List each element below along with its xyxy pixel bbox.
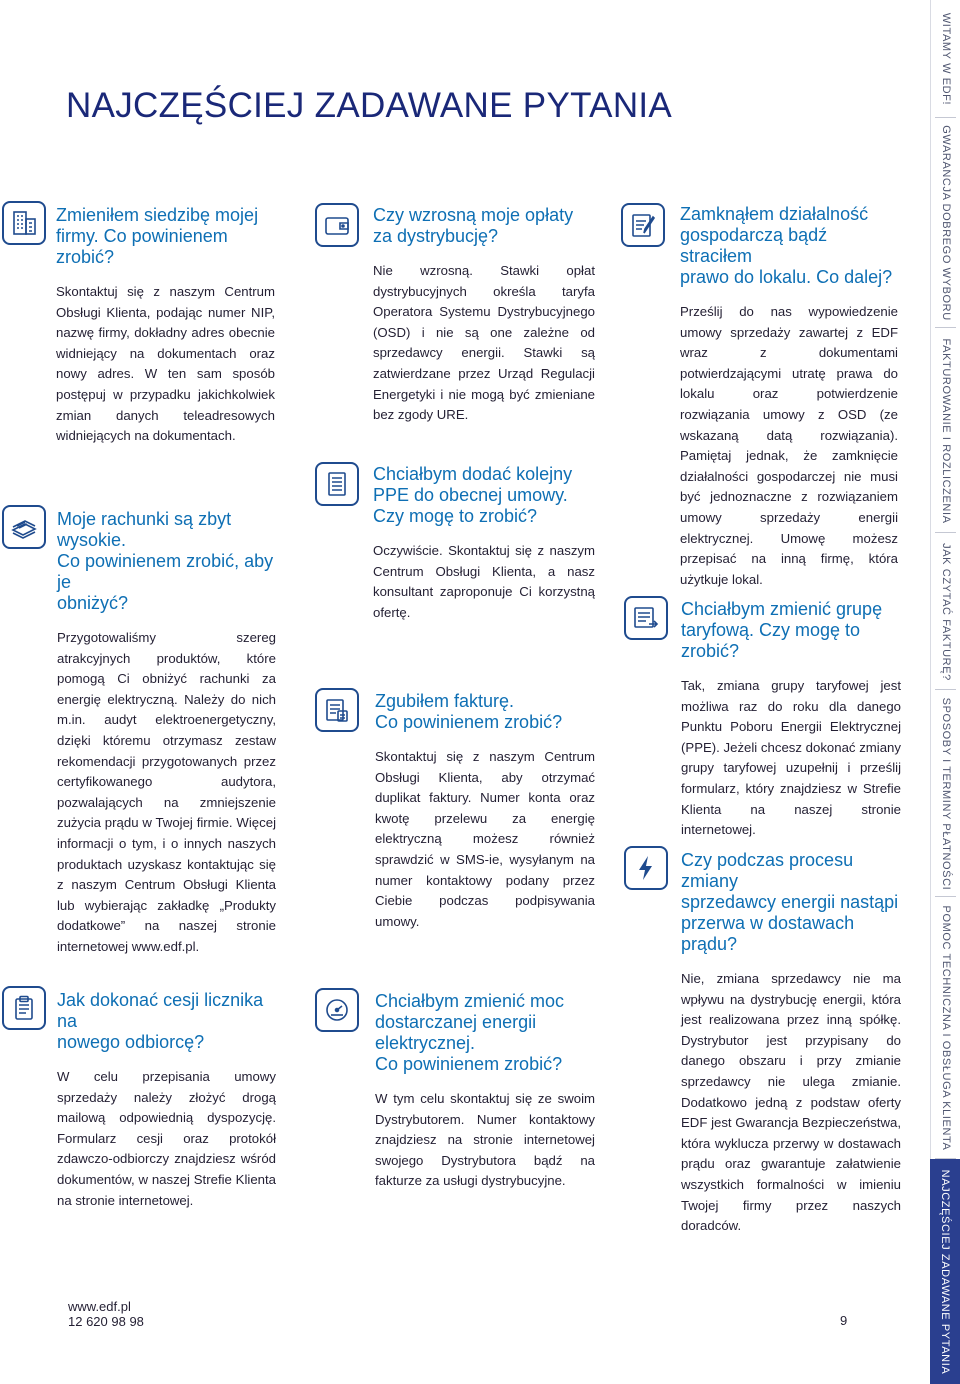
faq-question: Czy wzrosną moje opłaty za dystrybucję? bbox=[373, 205, 574, 246]
bills-stack-icon bbox=[2, 505, 46, 549]
faq-answer: Skontaktuj się z naszym Centrum Obsługi Klienta, aby otrzymać duplikat faktury. Numer konta oraz kwotę przelewu za energię elektryczną możesz również sprawdzić w SMS-ie, wysyłanym na numer kontaktowy podany przez Ciebie podczas podpisywania umowy. bbox=[375, 749, 595, 929]
faq-item bbox=[373, 205, 595, 426]
faq-item bbox=[57, 509, 276, 958]
faq-question: Moje rachunki są zbyt wysokie. Co powinienem zrobić, aby je obniżyć? bbox=[57, 509, 274, 613]
faq-question: Zgubiłem fakturę. Co powinienem zrobić? bbox=[375, 691, 563, 732]
faq-answer: Przygotowaliśmy szereg atrakcyjnych produktów, które pomogą Ci obniżyć rachunki za energię elektryczną. Należy do nich m.in. audyt elektroenergetyczny, dzięki któremu otrzymasz zestaw rekomendacji przygotowanych przez certyfikowanego audytora, pozwalających na zmniejszenie zużycia prądu w Twojej firmie. Więcej informacji o tym, i o innych naszych produktach uzyskasz kontaktując się z naszym Centrum Obsługi Klienta lub wybierając zakładkę „Produkty dodatkowe” na naszej stronie internetowej www.edf.pl. bbox=[57, 630, 276, 954]
page-number: 9 bbox=[840, 1313, 848, 1328]
faq-answer: W celu przepisania umowy sprzedaży należy złożyć drogą mailową odpowiednią dyspozycję. Formularz cesji oraz protokół zdawczo-odbiorczy znajdziesz wśród dokumentów, w naszej Strefie Klienta na stronie internetowej. bbox=[57, 1069, 276, 1208]
invoice-icon bbox=[315, 688, 359, 732]
tariff-change-icon bbox=[624, 596, 668, 640]
faq-item bbox=[57, 990, 276, 1211]
faq-question: Chciałbym dodać kolejny PPE do obecnej umowy. Czy mogę to zrobić? bbox=[373, 464, 573, 526]
side-tab-guarantee[interactable] bbox=[930, 118, 960, 328]
document-list-icon bbox=[315, 462, 359, 506]
faq-item bbox=[375, 691, 595, 932]
side-tab-label: FAKTUROWANIE I ROZLICZENIA bbox=[939, 337, 952, 524]
side-tab-label: GWARANCJA DOBREGO WYBORU bbox=[939, 125, 952, 321]
faq-answer: Nie, zmiana sprzedawcy nie ma wpływu na dystrybucję energii, która jest realizowana przez inną spółkę. Dystrybutor jest przypisany do danego obszaru i przy zmianie sprzedawcy nie ulega zmianie. Dodatkowo jedną z podstaw oferty EDF jest Gwarancja Bezpieczeństwa, która wyklucza przerwy w dostawach prądu oraz gwarantuje załatwienie wszystkich formalności w imieniu Twojej firmy przez naszych doradców. bbox=[681, 971, 901, 1234]
faq-item bbox=[680, 204, 898, 590]
side-tab-label: SPOSOBY I TERMINY PŁATNOŚCI bbox=[939, 697, 952, 890]
faq-question: Czy podczas procesu zmiany sprzedawcy energii nastąpi przerwa w dostawach prądu? bbox=[681, 850, 899, 954]
page-title: NAJCZĘŚCIEJ ZADAWANE PYTANIA bbox=[66, 86, 673, 125]
faq-answer: W tym celu skontaktuj się ze swoim Dystrybutorem. Numer kontaktowy znajdziesz na stronie internetowej swojego Dystrybutora bądź na fakturze za usługi dystrybucyjne. bbox=[375, 1091, 595, 1189]
faq-answer: Skontaktuj się z naszym Centrum Obsługi Klienta, podając numer NIP, nazwę firmy, dokładny adres obecnie widniejący na dokumentach oraz nowy adres. W ten sam sposób postępuj w przypadku jakichkolwiek zmian danych teleadresowych widniejących na dokumentach. bbox=[56, 284, 275, 444]
building-icon bbox=[2, 201, 46, 245]
side-tab-invoicing[interactable] bbox=[930, 328, 960, 533]
faq-item bbox=[56, 205, 275, 447]
faq-item bbox=[375, 991, 595, 1192]
side-tab-read-invoice[interactable] bbox=[930, 533, 960, 690]
wallet-icon bbox=[315, 203, 359, 247]
clipboard-icon bbox=[2, 986, 46, 1030]
faq-answer: Tak, zmiana grupy taryfowej jest możliwa raz do roku dla danego Punktu Poboru Energii Elektrycznej (PPE). Jeżeli chcesz dokonać zmiany grupy taryfowej uzupełnij i prześlij formularz, który znajdziesz w Strefie Klienta na naszej stronie internetowej. bbox=[681, 678, 901, 838]
side-tab-faq[interactable] bbox=[930, 1159, 960, 1384]
footer-phone: 12 620 98 98 bbox=[68, 1314, 144, 1329]
gauge-icon bbox=[315, 988, 359, 1032]
footer-website: www.edf.pl bbox=[68, 1299, 131, 1314]
faq-answer: Nie wzrosną. Stawki opłat dystrybucyjnych określa taryfa Operatora Systemu Dystrybucyjnego (OSD) i nie są one zależne od sprzedawcy energii. Stawki są zatwierdzane przez Urząd Regulacji Energetyki i nie mogą być zmieniane bez zgody URE. bbox=[373, 263, 595, 423]
faq-item bbox=[681, 850, 901, 1237]
faq-question: Zmieniłem siedzibę mojej firmy. Co powinienem zrobić? bbox=[56, 205, 259, 267]
faq-answer: Oczywiście. Skontaktuj się z naszym Centrum Obsługi Klienta, a nasz konsultant zaproponuje Ci korzystną ofertę. bbox=[373, 543, 595, 620]
side-tab-label: WITAMY W EDF! bbox=[939, 12, 952, 106]
faq-question: Zamknąłem działalność gospodarczą bądź straciłem prawo do lokalu. Co dalej? bbox=[680, 204, 893, 287]
side-tab-welcome[interactable] bbox=[930, 0, 960, 118]
document-pen-icon bbox=[621, 203, 665, 247]
faq-question: Chciałbym zmienić moc dostarczanej energii elektrycznej. Co powinienem zrobić? bbox=[375, 991, 565, 1074]
faq-question: Chciałbym zmienić grupę taryfową. Czy mogę to zrobić? bbox=[681, 599, 883, 661]
side-tab-label: POMOC TECHNICZNA I OBSŁUGA KLIENTA bbox=[939, 905, 952, 1151]
faq-item bbox=[373, 464, 595, 623]
side-tab-label: JAK CZYTAĆ FAKTURĘ? bbox=[939, 542, 952, 681]
side-tab-payments[interactable] bbox=[930, 690, 960, 897]
faq-question: Jak dokonać cesji licznika na nowego odbiorcę? bbox=[57, 990, 264, 1052]
faq-item bbox=[681, 599, 901, 841]
side-tab-support[interactable] bbox=[930, 897, 960, 1159]
side-tab-label: NAJCZĘŚCIEJ ZADAWANE PYTANIA bbox=[939, 1169, 951, 1374]
side-nav bbox=[930, 0, 960, 1384]
lightning-icon bbox=[624, 846, 668, 890]
faq-answer: Prześlij do nas wypowiedzenie umowy sprzedaży zawartej z EDF wraz z dokumentami potwierdzającymi utratę prawa do lokalu oraz potwierdzenie rozwiązania umowy z OSD (ze wskazaną datą rozwiązania). Pamiętaj jednak, że zamknięcie działalności gospodarczej nie musi być jednoznaczne z rozwiązaniem umowy sprzedaży energii elektrycznej. Umowę możesz przepisać na inną firmę, która użytkuje lokal. bbox=[680, 304, 898, 587]
